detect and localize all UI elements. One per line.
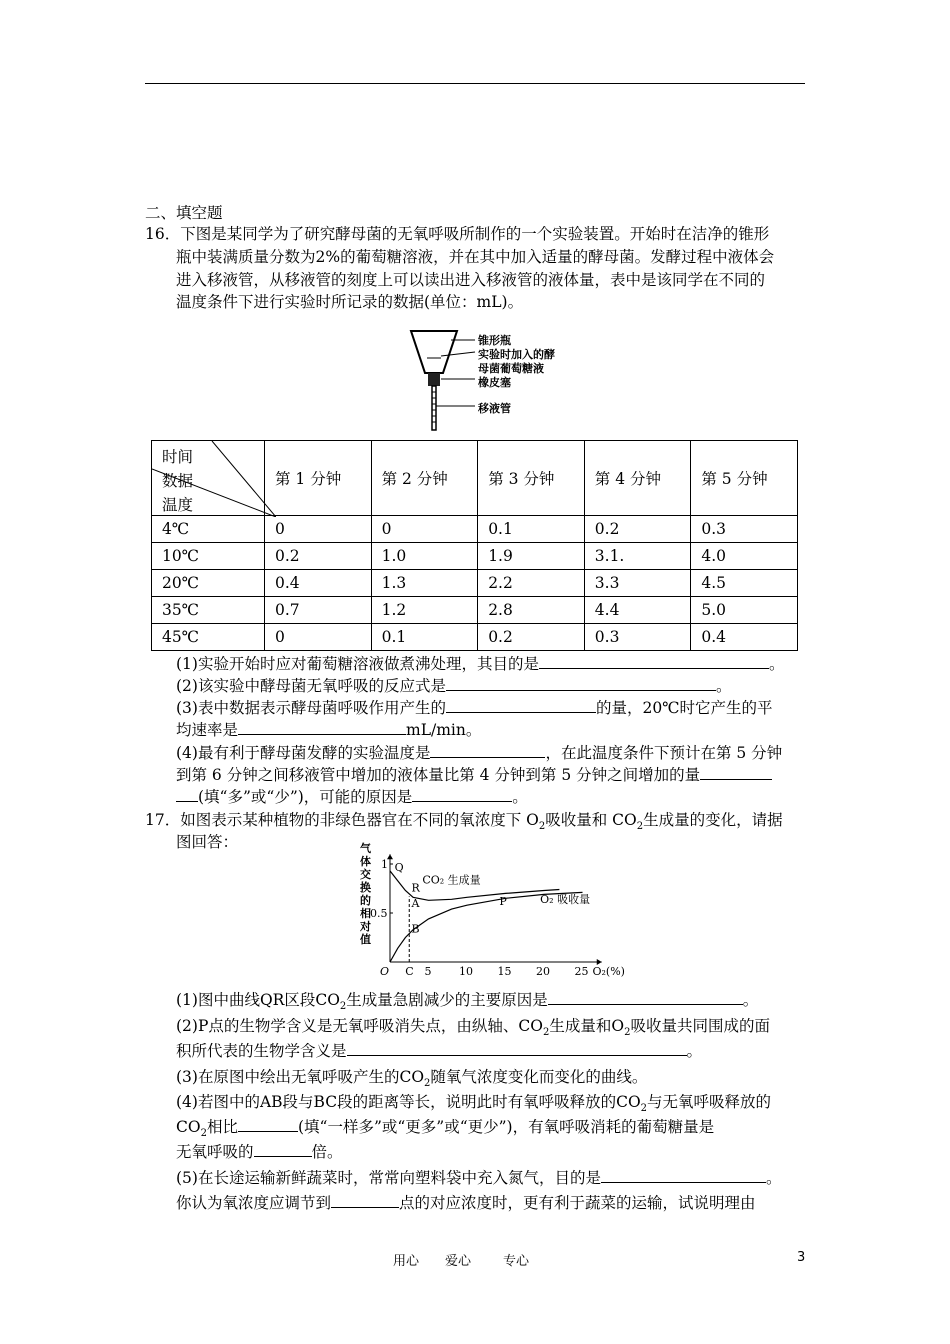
footer-motto-2: 爱心 [445,1254,472,1269]
cell: 1.9 [478,543,585,570]
answer-blank[interactable] [430,743,545,758]
sub-2: 2 [624,1027,631,1039]
y-axis-label-char: 对 [360,920,371,933]
table-row [152,516,798,543]
cell: 0.3 [584,624,691,651]
answer-blank[interactable] [331,1193,399,1208]
q17-s5a: (5)在长途运输新鲜蔬菜时，常常向塑料袋中充入氮气，目的是 [176,1169,601,1187]
sub-2: 2 [200,1128,207,1140]
sub-2: 2 [542,1027,550,1039]
q17-s5b: 。 [765,1169,782,1187]
q17-line-1 [145,810,783,837]
table-row [152,570,798,597]
q17-s2a: (2)P点的生物学含义是无氧呼吸消失点，由纵轴、CO [176,1017,543,1035]
corner-data: 数据 [162,472,194,490]
x-tick-label: 5 [424,965,432,978]
q17-s1 [176,990,758,1017]
answer-blank[interactable] [548,990,743,1005]
q16-sub3d: mL/min。 [406,721,482,739]
q16-line-1: 16．下图是某同学为了研究酵母菌的无氧呼吸所制作的一个实验装置。开始时在洁净的锥形 [145,225,770,243]
table-row [152,624,798,651]
row-temp: 45℃ [152,624,265,651]
cell: 2.2 [478,570,585,597]
q17-s4e: (填“一样多”或“更多”或“更少”)，有氧呼吸消耗的葡萄糖量是 [297,1118,715,1136]
cell: 0 [265,624,372,651]
chart-svg [352,840,642,980]
y-axis-label-char: 气 [360,842,371,855]
q17-s3b: 随氧气浓度变化而变化的曲线。 [430,1068,648,1086]
y-axis-label-char: 相 [360,907,371,920]
q16-sub4a: (4)最有利于酵母菌发酵的实验温度是 [176,744,431,762]
corner-time: 时间 [162,448,194,466]
answer-blank[interactable] [539,654,769,669]
cell: 0.4 [265,570,372,597]
q17-s5-line1 [176,1168,781,1188]
q16-line-4: 温度条件下进行实验时所记录的数据(单位：mL)。 [176,293,524,311]
q16-sub2 [176,676,731,696]
label-solution-2: 母菌葡萄糖液 [478,362,544,375]
q16-sub3b: 的量，20℃时它产生的平 [595,699,773,717]
apparatus-figure [405,328,565,433]
table-header-row [152,441,798,516]
origin-label: O [380,965,390,978]
data-table [151,440,798,651]
cell: 5.0 [691,597,798,624]
footer-motto-3: 专心 [503,1254,530,1269]
cell: 4.5 [691,570,798,597]
cell: 2.8 [478,597,585,624]
cell: 1.3 [371,570,478,597]
q17-s3 [176,1067,647,1094]
q16-sub4c: 到第 6 分钟之间移液管中增加的液体量比第 4 分钟到第 5 分钟之间增加的量 [176,766,701,784]
sub-2: 2 [640,1103,648,1115]
y-axis-label-char: 换 [360,881,371,894]
cell: 1.0 [371,543,478,570]
q17-s1b: 生成量急剧减少的主要原因是 [346,991,548,1009]
corner-temp: 温度 [162,496,194,514]
q17-s4-line3 [176,1142,343,1162]
label-flask: 锥形瓶 [478,334,511,347]
q16-line-2: 瓶中装满质量分数为2%的葡萄糖溶液，并在其中加入适量的酵母菌。发酵过程中液体会 [176,248,775,266]
point-label: B [411,922,420,936]
q16-sub3a: (3)表中数据表示酵母菌呼吸作用产生的 [176,699,446,717]
y-tick-label: 0.5 [370,907,388,920]
q17-s4a: (4)若图中的AB段与BC段的距离等长，说明此时有氧呼吸释放的CO [176,1093,641,1111]
q16-sub1 [176,654,784,674]
y-axis-label-char: 体 [360,855,371,868]
q17-s2e: 。 [686,1042,703,1060]
col-header: 第 4 分钟 [584,441,691,516]
q16-sub2-text: (2)该实验中酵母菌无氧呼吸的反应式是 [176,677,446,695]
answer-blank[interactable] [446,698,596,713]
sub-2: 2 [339,1001,347,1013]
cell: 0.1 [478,516,585,543]
section-title: 二、填空题 [145,204,223,222]
answer-blank[interactable] [700,765,772,780]
answer-blank[interactable] [254,1142,312,1157]
row-temp: 10℃ [152,543,265,570]
header-rule [145,83,805,84]
q17-s2c: 吸收量共同围成的面 [630,1017,770,1035]
table-row [152,597,798,624]
q17-s2-line2 [176,1041,702,1061]
x-tick-label: 25 [574,965,589,978]
answer-blank[interactable] [601,1168,766,1183]
answer-blank[interactable] [347,1041,687,1056]
q17-s4f: 无氧呼吸的 [176,1143,254,1161]
q16-sub4d: (填“多”或“少”)，可能的原因是 [198,788,413,806]
q16-sub4-line1 [176,743,782,763]
q17-s2b: 生成量和O [549,1017,625,1035]
q17-s5c: 你认为氧浓度应调节到 [176,1194,332,1212]
q17-s4g: 倍。 [311,1143,343,1161]
answer-blank[interactable] [238,1117,298,1132]
x-tick-label: C [405,965,414,978]
y-tick-label: 1 [381,858,388,871]
sub-2: 2 [424,1078,431,1090]
o2-series-label: O₂ 吸收量 [540,893,591,907]
cell: 0.2 [265,543,372,570]
point-label: Q [394,860,404,874]
sub-2: 2 [636,821,644,833]
q17-line-2: 图回答： [176,833,239,851]
q17-s4c: CO [176,1118,201,1136]
row-temp: 20℃ [152,570,265,597]
q16-sub1-end: 。 [768,655,785,673]
q17-s1c: 。 [742,991,759,1009]
cell: 0.1 [371,624,478,651]
point-label: A [411,897,420,911]
cell: 1.2 [371,597,478,624]
q16-sub4-line3 [176,787,528,807]
col-header: 第 3 分钟 [478,441,585,516]
cell: 0 [371,516,478,543]
q17-s1-text: (1)图中曲线QR区段CO [176,991,340,1009]
cell: 3.1. [584,543,691,570]
cell: 0.2 [478,624,585,651]
label-stopper: 橡皮塞 [478,376,511,389]
page-number: 3 [797,1250,806,1265]
q16-line-3: 进入移液管，从移液管的刻度上可以读出进入移液管的液体量，表中是该同学在不同的 [176,271,766,289]
row-temp: 35℃ [152,597,265,624]
q17-s5d: 点的对应浓度时，更有利于蔬菜的运输，试说明理由 [399,1194,756,1212]
point-label: R [411,881,420,895]
q17-s4-line2 [176,1117,714,1144]
co2-series-label: CO₂ 生成量 [422,873,481,887]
cell: 0.3 [691,516,798,543]
q16-sub3-line1 [176,698,773,718]
footer-motto-1: 用心 [393,1254,420,1269]
q17-s3a: (3)在原图中绘出无氧呼吸产生的CO [176,1068,425,1086]
q17-s2d: 积所代表的生物学含义是 [176,1042,347,1060]
q17-s4-line1 [176,1092,771,1119]
x-unit-label: O₂(%) [592,965,625,978]
cell: 0.4 [691,624,798,651]
gas-exchange-chart [352,840,642,980]
row-temp: 4℃ [152,516,265,543]
y-axis-label-char: 的 [360,894,371,907]
q17-l1c: 生成量的变化，请据 [643,811,783,829]
q16-sub3-line2 [176,720,481,740]
q17-l1b: 吸收量和 CO [545,811,637,829]
point-label: P [499,895,507,909]
y-axis-label-char: 值 [360,933,371,946]
q17-s2-line1 [176,1016,770,1043]
col-header: 第 5 分钟 [691,441,798,516]
cell: 0 [265,516,372,543]
cell: 3.3 [584,570,691,597]
q16-sub2-end: 。 [715,677,732,695]
answer-blank[interactable] [238,720,406,735]
corner-cell [152,441,265,516]
col-header: 第 1 分钟 [265,441,372,516]
cell: 0.2 [584,516,691,543]
label-solution-1: 实验时加入的酵 [478,348,555,361]
table-row [152,543,798,570]
x-tick-label: 20 [536,965,550,978]
label-pipette: 移液管 [478,402,511,415]
answer-blank[interactable] [412,787,512,802]
q16-sub4b: ，在此温度条件下预计在第 5 分钟 [545,744,783,762]
q17-s4d: 相比 [206,1118,238,1136]
q16-sub1-text: (1)实验开始时应对葡萄糖溶液做煮沸处理，其目的是 [176,655,539,673]
x-tick-label: 15 [497,965,512,978]
q16-sub3c: 均速率是 [176,721,239,739]
q17-s5-line2 [176,1193,756,1213]
answer-blank[interactable] [176,787,198,802]
q17-s4b: 与无氧呼吸释放的 [647,1093,772,1111]
q17-l1a: 17．如图表示某种植物的非绿色器官在不同的氧浓度下 O [145,811,539,829]
x-tick-label: 10 [459,965,473,978]
y-axis-label-char: 交 [360,868,371,881]
col-header: 第 2 分钟 [371,441,478,516]
cell: 4.0 [691,543,798,570]
cell: 4.4 [584,597,691,624]
q16-sub4-line2 [176,765,772,785]
cell: 0.7 [265,597,372,624]
answer-blank[interactable] [446,676,716,691]
sub-2: 2 [538,821,546,833]
q16-sub4e: 。 [512,788,528,806]
